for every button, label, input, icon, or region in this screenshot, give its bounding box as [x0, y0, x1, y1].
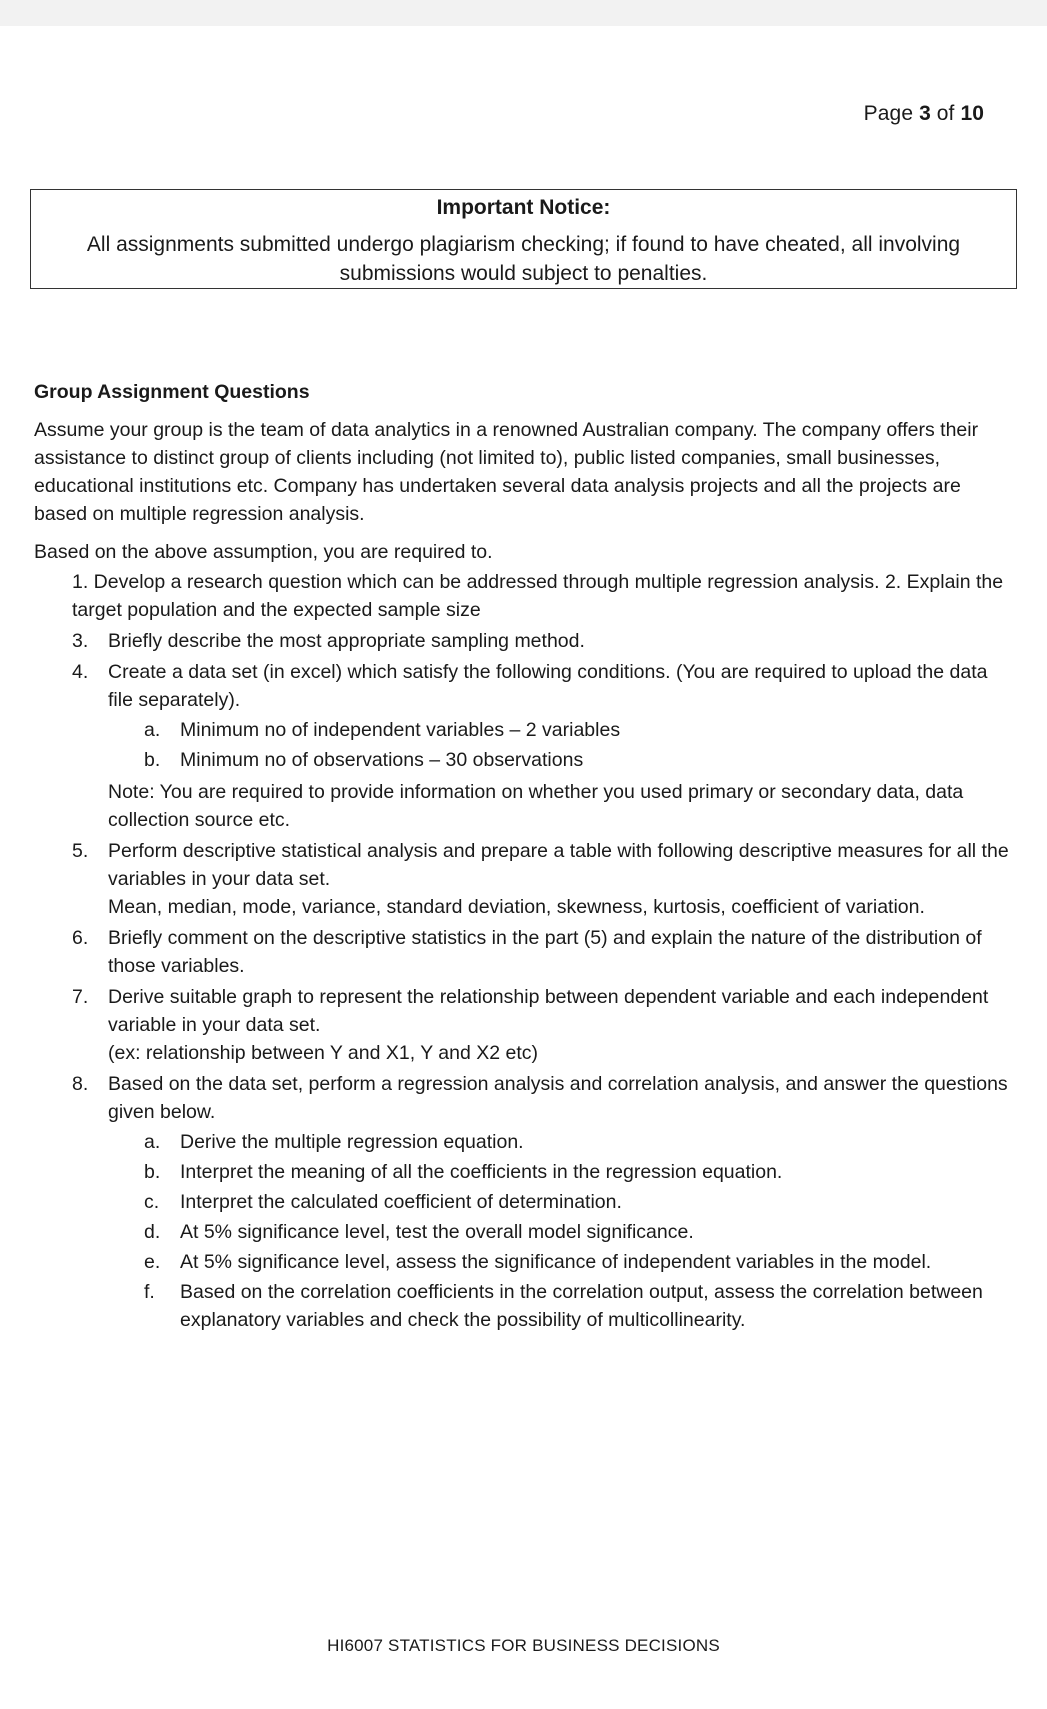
sub-question: [144, 1218, 1009, 1246]
question-number: 4.: [72, 661, 89, 683]
sub-question-text: At 5% significance level, assess the significance of independent variables in the model.: [180, 1251, 932, 1273]
sub-question-label: c.: [144, 1191, 160, 1213]
question-text: Briefly comment on the descriptive statistics in the part (5) and explain the nature of the distribution of those variables.: [108, 927, 982, 977]
requirements-intro: Based on the above assumption, you are required to.: [34, 541, 493, 563]
section-heading: Group Assignment Questions: [34, 381, 310, 403]
sub-question: [144, 1278, 1009, 1334]
sub-question-text: Interpret the meaning of all the coefficients in the regression equation.: [180, 1161, 783, 1183]
important-notice-box: [30, 189, 1017, 289]
sub-question: [144, 1188, 1009, 1216]
question-5: [72, 837, 1009, 921]
sub-question: [144, 716, 1009, 744]
sub-question-list: [108, 1128, 1009, 1334]
question-4: [72, 658, 1009, 834]
page-number-of: of: [936, 102, 955, 125]
sub-question-list: [108, 716, 1009, 774]
descriptive-measures-list: Mean, median, mode, variance, standard deviation, skewness, kurtosis, coefficient of variation.: [108, 896, 925, 918]
sub-question: [144, 1248, 1009, 1276]
question-3: [72, 627, 1009, 655]
sub-question: [144, 746, 1009, 774]
question-text: Briefly describe the most appropriate sampling method.: [108, 630, 585, 652]
sub-question-label: a.: [144, 1131, 161, 1153]
notice-body: All assignments submitted undergo plagiarism checking; if found to have cheated, all involving submissions would subject to penalties.: [86, 233, 961, 285]
page-number-current: 3: [919, 102, 931, 125]
question-number: 8.: [72, 1073, 89, 1095]
question-number: 6.: [72, 927, 89, 949]
document-page: [0, 26, 1047, 1709]
sub-question-label: b.: [144, 1161, 161, 1183]
page-footer: HI6007 STATISTICS FOR BUSINESS DECISIONS: [327, 1636, 720, 1655]
question-8: [72, 1070, 1009, 1338]
question-text: Derive suitable graph to represent the relationship between dependent variable and each independent variable in your data set.: [108, 986, 989, 1036]
assumption-paragraph: Assume your group is the team of data analytics in a renowned Australian company. The company offers their assistance to distinct group of clients including (not limited to), public listed companies, small businesses, educational institutions etc. Company has undertaken several data analysis projects and all the projects are based on multiple regression analysis.: [34, 419, 979, 525]
sub-question-text: Based on the correlation coefficients in the correlation output, assess the correlation between explanatory variables and check the possibility of multicollinearity.: [180, 1281, 983, 1331]
page-number-prefix: Page: [863, 102, 914, 125]
notice-title: Important Notice:: [436, 196, 611, 219]
question-number: 5.: [72, 840, 89, 862]
question-text: Create a data set (in excel) which satisfy the following conditions. (You are required to upload the data file separately).: [108, 661, 988, 711]
question-7: [72, 983, 1009, 1067]
sub-question-label: e.: [144, 1251, 161, 1273]
sub-question-text: At 5% significance level, test the overall model significance.: [180, 1221, 694, 1243]
question-1-2: 1. Develop a research question which can be addressed through multiple regression analysis. 2. Explain the target population and the expected sample size: [72, 571, 1004, 621]
sub-question-label: f.: [144, 1281, 155, 1303]
question-number: 7.: [72, 986, 89, 1008]
sub-question: [144, 1158, 1009, 1186]
data-source-note: Note: You are required to provide information on whether you used primary or secondary data, data collection source etc.: [108, 781, 964, 831]
sub-question-text: Derive the multiple regression equation.: [180, 1131, 524, 1153]
page-number: [864, 102, 984, 126]
graph-example: (ex: relationship between Y and X1, Y and X2 etc): [108, 1042, 539, 1064]
question-number: 3.: [72, 630, 89, 652]
assignment-content: [34, 378, 1009, 1341]
sub-question-text: Interpret the calculated coefficient of determination.: [180, 1191, 622, 1213]
question-text: Based on the data set, perform a regression analysis and correlation analysis, and answer the questions given below.: [108, 1073, 1008, 1123]
sub-question: [144, 1128, 1009, 1156]
sub-question-text: Minimum no of independent variables – 2 variables: [180, 719, 621, 741]
page-number-total: 10: [960, 102, 984, 125]
sub-question-text: Minimum no of observations – 30 observations: [180, 749, 584, 771]
question-6: [72, 924, 1009, 980]
sub-question-label: a.: [144, 719, 161, 741]
sub-question-label: b.: [144, 749, 161, 771]
question-text: Perform descriptive statistical analysis and prepare a table with following descriptive measures for all the variables in your data set.: [108, 840, 1009, 890]
sub-question-label: d.: [144, 1221, 161, 1243]
